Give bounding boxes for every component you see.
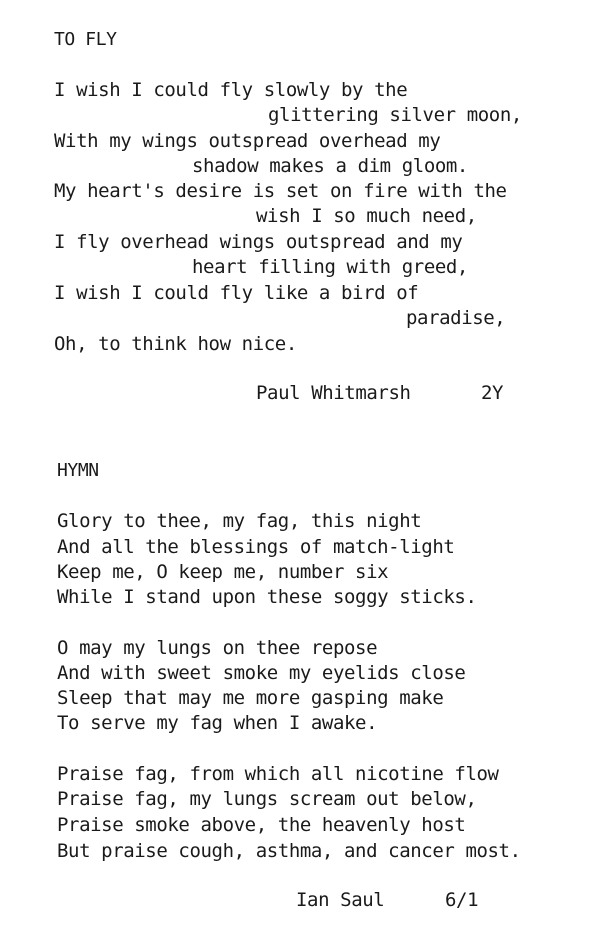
poem-line: With my wings outspread overhead my: [54, 130, 441, 152]
poem-line: Praise fag, my lungs scream out below,: [57, 788, 477, 810]
poem-line: Sleep that may me more gasping make: [57, 687, 444, 709]
poem-title: HYMN: [57, 460, 99, 481]
poem-line: And all the blessings of match-light: [57, 536, 455, 558]
poem-line: While I stand upon these soggy sticks.: [57, 586, 477, 608]
poem-line: O may my lungs on thee repose: [57, 637, 378, 659]
poem-line: Praise smoke above, the heavenly host: [57, 814, 466, 836]
poem-line: shadow makes a dim gloom.: [192, 155, 468, 177]
poem-line: But praise cough, asthma, and cancer most.: [57, 840, 521, 862]
poem-line: Glory to thee, my fag, this night: [57, 510, 422, 532]
poem-author: Ian Saul: [296, 889, 385, 911]
poem-title: TO FLY: [54, 29, 117, 50]
poem-line: heart filling with greed,: [192, 256, 468, 278]
poem-line: Praise fag, from which all nicotine flow: [57, 763, 499, 785]
poem-line: paradise,: [406, 307, 506, 329]
poem-author: Paul Whitmarsh: [256, 382, 411, 404]
poem-line: My heart's desire is set on fire with the: [54, 180, 507, 202]
poem-line: Oh, to think how nice.: [54, 333, 297, 355]
poem-line: I wish I could fly slowly by the: [54, 79, 408, 101]
poem-line: I fly overhead wings outspread and my: [54, 231, 463, 253]
poem-line: glittering silver moon,: [268, 104, 522, 126]
poem-form: 6/1: [445, 889, 479, 911]
poem-line: Keep me, O keep me, number six: [57, 561, 389, 583]
poem-line: I wish I could fly like a bird of: [54, 282, 419, 304]
poem-line: wish I so much need,: [256, 205, 477, 227]
poem-line: To serve my fag when I awake.: [57, 712, 378, 734]
poem-line: And with sweet smoke my eyelids close: [57, 662, 466, 684]
poem-form: 2Y: [481, 382, 504, 404]
